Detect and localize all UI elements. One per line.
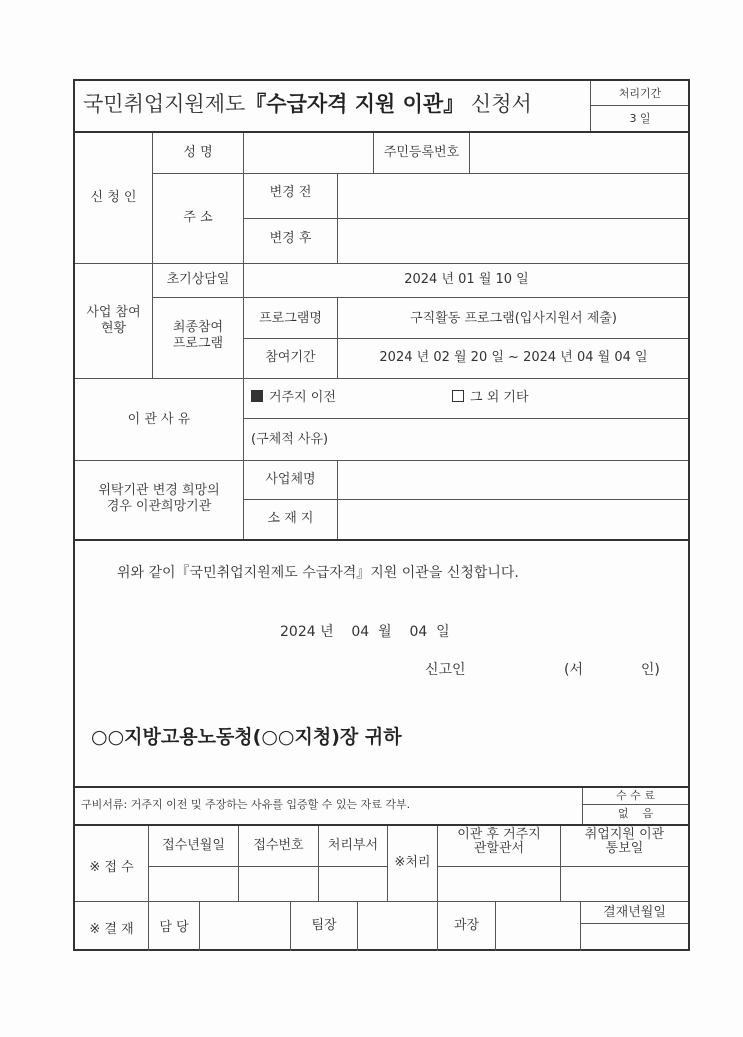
address-label: 주 소 xyxy=(183,210,213,225)
initial-consult-label: 초기상담일 xyxy=(166,272,230,287)
receipt-number-header: 접수번호 xyxy=(253,838,304,853)
name-field[interactable] xyxy=(247,145,372,161)
rrn-label: 주민등록번호 xyxy=(383,145,460,160)
signature-label: (서 인) xyxy=(564,662,660,678)
rrn-field[interactable] xyxy=(475,145,680,161)
name-label: 성 명 xyxy=(183,145,213,160)
team-leader-label: 팀장 xyxy=(311,918,337,933)
location-field[interactable] xyxy=(343,511,683,527)
staff-label: 담 당 xyxy=(159,920,189,935)
agency-section-label: 위탁기관 변경 희망의 경우 이관희망기관 xyxy=(98,483,220,514)
address-before-label: 변경 전 xyxy=(269,185,312,200)
approval-date-label: 결재년월일 xyxy=(603,905,666,920)
specific-reason-label: (구체적 사유) xyxy=(251,432,329,447)
attachments-note: 구비서류: 거주지 이전 및 주장하는 사유를 입증할 수 있는 자료 각부. xyxy=(81,798,411,811)
notice-header: 취업지원 이관 통보일 xyxy=(584,827,665,856)
business-name-label: 사업체명 xyxy=(265,472,316,487)
checked-box-icon xyxy=(251,390,263,402)
receipt-section-label: ※ 접 수 xyxy=(89,860,134,875)
address-after-label: 변경 후 xyxy=(269,231,312,246)
addressee-circles-1: ○○ xyxy=(91,726,125,748)
applicant-section-label: 신 청 인 xyxy=(90,190,137,205)
approval-section-label: ※ 결 재 xyxy=(89,922,134,937)
location-label: 소 재 지 xyxy=(267,511,314,526)
declaration-statement: 위와 같이『국민취업지원제도 수급자격』지원 이관을 신청합니다. xyxy=(117,565,519,581)
reason-option-relocation[interactable]: 거주지 이전 xyxy=(251,390,336,406)
initial-consult-value: 2024 년 01 월 10 일 xyxy=(404,272,529,287)
declaration-date: 2024 년 04 월 04 일 xyxy=(280,624,450,640)
reason-section-label: 이 관 사 유 xyxy=(127,412,191,427)
period-value: 2024 년 02 월 20 일 ~ 2024 년 04 월 04 일 xyxy=(379,350,648,365)
fee-value: 없 음 xyxy=(617,807,654,820)
reason-option-other[interactable]: 그 외 기타 xyxy=(452,390,529,406)
title-prefix: 국민취업지원제도 xyxy=(83,92,246,116)
reporter-label: 신고인 xyxy=(425,662,466,678)
addressee-circles-2: ○○ xyxy=(261,726,295,748)
title-bold: 『수급자격 지원 이관』 xyxy=(245,92,465,116)
processing-period-value: 3 일 xyxy=(629,112,651,125)
program-name-value: 구직활동 프로그램(입사지원서 제출) xyxy=(410,311,617,326)
title-suffix: 신청서 xyxy=(470,92,532,116)
program-section-label: 사업 참여 현황 xyxy=(86,305,141,336)
receipt-date-header: 접수년월일 xyxy=(162,838,225,853)
address-after-field[interactable] xyxy=(343,231,683,247)
manager-label: 과장 xyxy=(453,918,480,933)
unchecked-box-icon xyxy=(452,390,464,402)
dept-header: 처리부서 xyxy=(327,838,379,853)
program-name-label: 프로그램명 xyxy=(259,311,322,326)
final-program-label: 최종참여 프로그램 xyxy=(172,320,224,351)
business-name-field[interactable] xyxy=(343,472,683,488)
address-before-field[interactable] xyxy=(343,185,683,201)
period-label: 참여기간 xyxy=(265,350,316,365)
application-form xyxy=(73,79,690,951)
process-section-label: ※처리 xyxy=(394,855,431,870)
form-title xyxy=(83,90,532,118)
processing-period-label: 처리기간 xyxy=(618,87,662,100)
fee-label: 수 수 료 xyxy=(616,789,655,802)
addressee: ○○지방고용노동청(○○지청)장 귀하 xyxy=(91,726,402,748)
office-header: 이관 후 거주지 관할관서 xyxy=(457,827,541,856)
